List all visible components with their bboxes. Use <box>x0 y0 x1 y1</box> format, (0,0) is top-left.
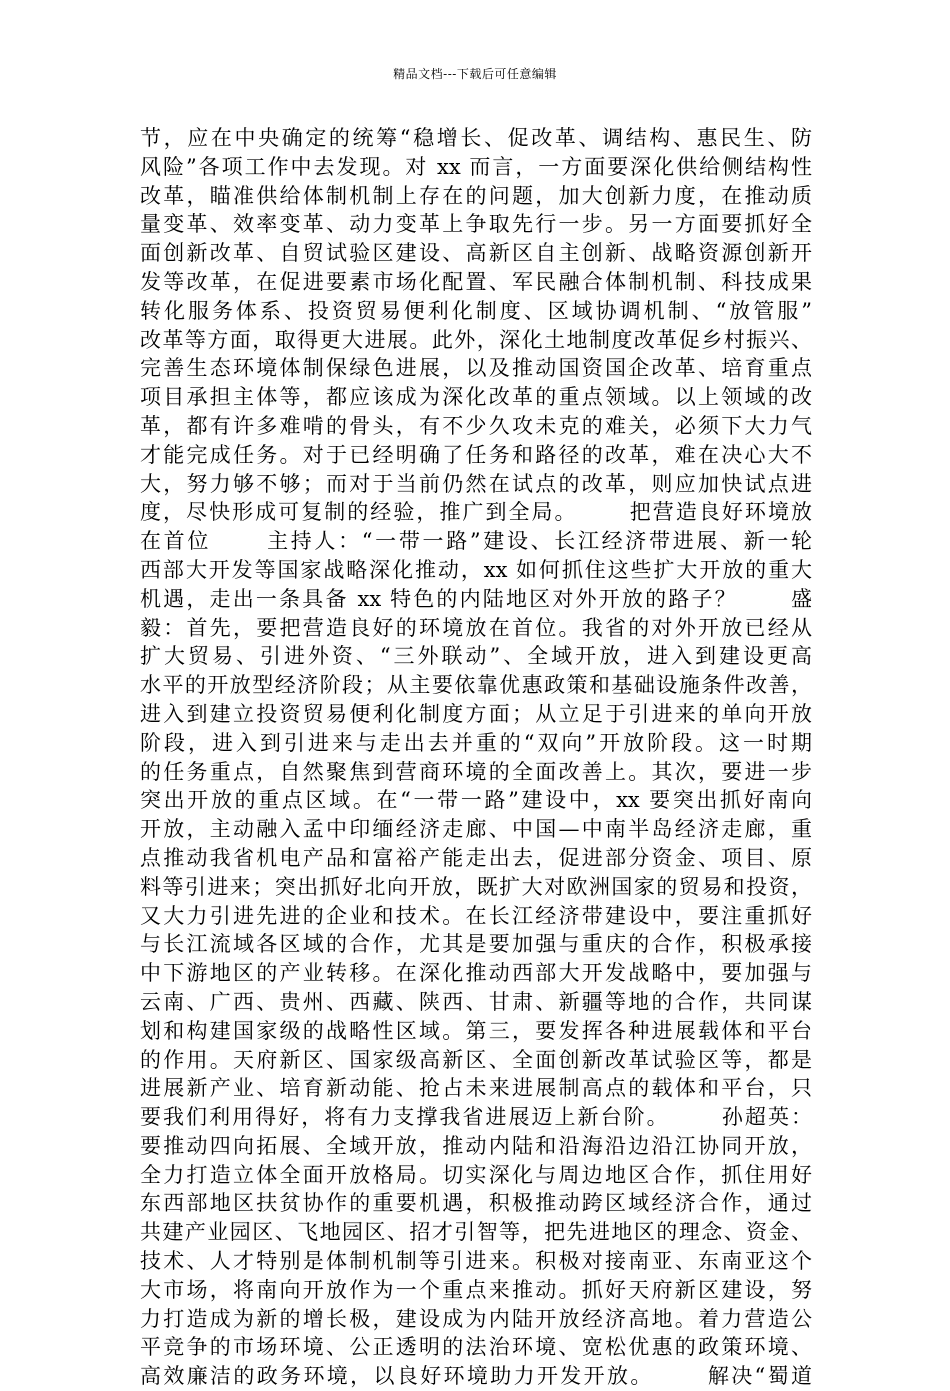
text-line: 毅：首先，要把营造良好的环境放在首位。我省的对外开放已经从 <box>140 615 812 640</box>
text-line: 的任务重点，自然聚焦到营商环境的全面改善上。其次，要进一步 <box>140 759 812 784</box>
text-line: 进入到建立投资贸易便利化制度方面；从立足于引进来的单向开放 <box>140 701 812 726</box>
text-line: 发等改革，在促进要素市场化配置、军民融合体制机制、科技成果 <box>140 269 812 294</box>
document-body <box>140 124 812 1391</box>
text-line: 与长江流域各区域的合作，尤其是要加强与重庆的合作，积极承接 <box>140 932 812 957</box>
text-line: 面创新改革、自贸试验区建设、高新区自主创新、战略资源创新开 <box>140 241 812 266</box>
page-header: 精品文档---下载后可任意编辑 <box>393 67 557 81</box>
text-line: 要推动四向拓展、全域开放，推动内陆和沿海沿边沿江协同开放， <box>140 1133 812 1158</box>
text-line: 开放，主动融入孟中印缅经济走廊、中国—中南半岛经济走廊，重 <box>140 817 812 842</box>
text-line: 高效廉洁的政务环境，以良好环境助力开发开放。 解决“蜀道 <box>140 1364 812 1389</box>
text-line: 中下游地区的产业转移。在深化推动西部大开发战略中，要加强与 <box>140 961 812 986</box>
text-line: 改革，瞄准供给体制机制上存在的问题，加大创新力度，在推动质 <box>140 183 812 208</box>
text-line: 技术、人才特别是体制机制等引进来。积极对接南亚、东南亚这个 <box>140 1249 812 1274</box>
text-line: 共建产业园区、飞地园区、招才引智等，把先进地区的理念、资金、 <box>140 1220 812 1245</box>
text-line: 阶段，进入到引进来与走出去并重的“双向”开放阶段。这一时期 <box>140 730 812 755</box>
text-line: 突出开放的重点区域。在“一带一路”建设中，xx 要突出抓好南向 <box>140 788 812 813</box>
text-line: 大，努力够不够；而对于当前仍然在试点的改革，则应加快试点进 <box>140 471 812 496</box>
text-line: 转化服务体系、投资贸易便利化制度、区域协调机制、“放管服” <box>140 298 812 323</box>
text-line: 平竞争的市场环境、公正透明的法治环境、宽松优惠的政策环境、 <box>140 1335 812 1360</box>
text-line: 力打造成为新的增长极，建设成为内陆开放经济高地。着力营造公 <box>140 1306 812 1331</box>
text-line: 项目承担主体等，都应该成为深化改革的重点领域。以上领域的改 <box>140 385 812 410</box>
text-line: 扩大贸易、引进外资、“三外联动”、全域开放，进入到建设更高 <box>140 644 812 669</box>
text-line: 节，应在中央确定的统筹“稳增长、促改革、调结构、惠民生、防 <box>140 126 812 150</box>
text-line: 划和构建国家级的战略性区域。第三，要发挥各种进展载体和平台 <box>140 1018 812 1043</box>
text-line: 改革等方面，取得更大进展。此外，深化土地制度改革促乡村振兴、 <box>140 327 812 352</box>
text-line: 东西部地区扶贫协作的重要机遇，积极推动跨区域经济合作，通过 <box>140 1191 812 1216</box>
text-line: 量变革、效率变革、动力变革上争取先行一步。另一方面要抓好全 <box>140 212 812 237</box>
text-line: 的作用。天府新区、国家级高新区、全面创新改革试验区等，都是 <box>140 1047 812 1072</box>
text-line: 风险”各项工作中去发现。对 xx 而言，一方面要深化供给侧结构性 <box>140 154 812 179</box>
text-line: 度，尽快形成可复制的经验，推广到全局。 把营造良好环境放 <box>140 500 812 525</box>
text-line: 云南、广西、贵州、西藏、陕西、甘肃、新疆等地的合作，共同谋 <box>140 989 812 1014</box>
text-line: 西部大开发等国家战略深化推动，xx 如何抓住这些扩大开放的重大 <box>140 557 812 582</box>
text-line: 完善生态环境体制保绿色进展，以及推动国资国企改革、培育重点 <box>140 356 812 381</box>
text-line: 又大力引进先进的企业和技术。在长江经济带建设中，要注重抓好 <box>140 903 812 928</box>
text-line: 在首位 主持人：“一带一路”建设、长江经济带进展、新一轮 <box>140 529 812 554</box>
text-line: 大市场，将南向开放作为一个重点来推动。抓好天府新区建设，努 <box>140 1277 812 1302</box>
text-line: 才能完成任务。对于已经明确了任务和路径的改革，难在决心大不 <box>140 442 812 467</box>
text-line: 机遇，走出一条具备 xx 特色的内陆地区对外开放的路子？ 盛 <box>140 586 812 611</box>
text-line: 料等引进来；突出抓好北向开放，既扩大对欧洲国家的贸易和投资， <box>140 874 812 899</box>
text-line: 革，都有许多难啃的骨头，有不少久攻未克的难关，必须下大力气 <box>140 413 812 438</box>
text-line: 点推动我省机电产品和富裕产能走出去，促进部分资金、项目、原 <box>140 845 812 870</box>
text-line: 全力打造立体全面开放格局。切实深化与周边地区合作，抓住用好 <box>140 1162 812 1187</box>
text-line: 水平的开放型经济阶段；从主要依靠优惠政策和基础设施条件改善， <box>140 673 812 698</box>
text-line: 进展新产业、培育新动能、抢占未来进展制高点的载体和平台，只 <box>140 1076 812 1101</box>
text-line: 要我们利用得好，将有力支撑我省进展迈上新台阶。 孙超英： <box>140 1105 812 1130</box>
